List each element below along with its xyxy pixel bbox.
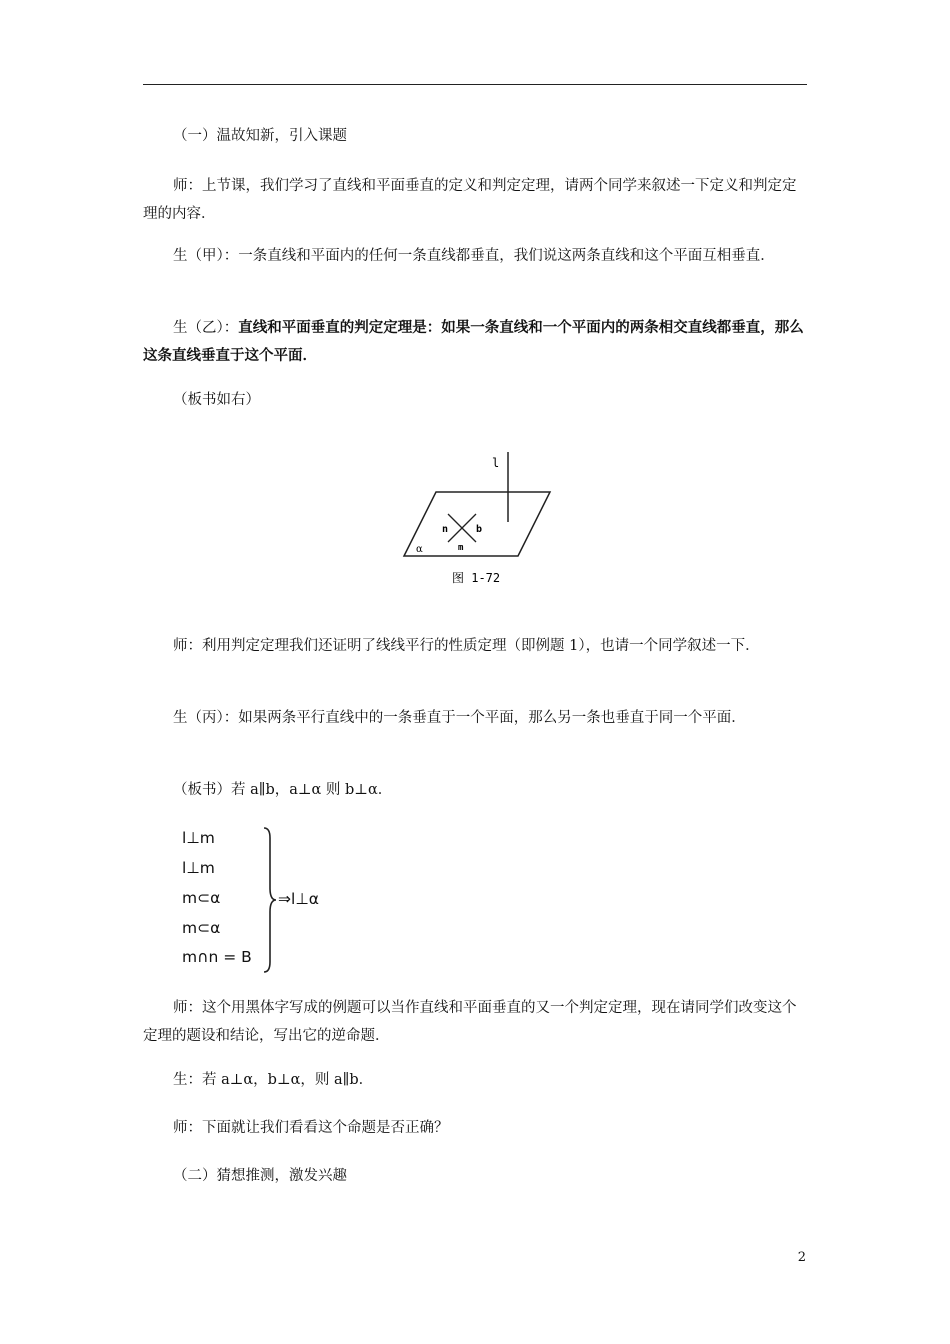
plane-diagram <box>380 440 580 600</box>
page-number: 2 <box>797 1250 806 1265</box>
right-brace <box>262 826 278 974</box>
theorem-statement: 直线和平面垂直的判定定理是：如果一条直线和一个平面内的两条相交直线都垂直，那么这条直线垂直于这个平面． <box>143 319 804 364</box>
teacher-paragraph-2: 师：利用判定定理我们还证明了线线平行的性质定理（即例题 1），也请一个同学叙述一下． <box>173 638 760 654</box>
system-line-5: m∩n = B <box>182 948 252 966</box>
header-rule <box>143 84 807 85</box>
student-c-paragraph: 生（丙）：如果两条平行直线中的一条垂直于一个平面，那么另一条也垂直于同一个平面． <box>173 710 746 726</box>
teacher-paragraph-3: 师：这个用黑体字写成的例题可以当作直线和平面垂直的又一个判定定理，现在请同学们改变这个定理的题设和结论，写出它的逆命题． <box>143 1000 797 1044</box>
student-b-paragraph <box>143 314 807 370</box>
board-note-1: （板书如右） <box>173 392 260 408</box>
figure-1-72 <box>380 440 580 600</box>
system-line-1: l⊥m <box>182 829 215 847</box>
board-note-2: （板书）若 a∥b，a⊥α 则 b⊥α． <box>173 782 393 798</box>
system-line-4: m⊂α <box>182 919 221 937</box>
figure-caption: 图 1-72 <box>452 571 501 585</box>
student-a-paragraph: 生（甲）：一条直线和平面内的任何一条直线都垂直，我们说这两条直线和这个平面互相垂直． <box>173 248 775 264</box>
label-l: l <box>492 456 500 470</box>
system-conclusion: ⇒l⊥α <box>278 890 320 908</box>
system-line-2: l⊥m <box>182 859 215 877</box>
label-alpha: α <box>416 544 423 555</box>
section-heading-2: （二）猜想推测，激发兴趣 <box>173 1168 347 1184</box>
student-b-prefix: 生（乙）： <box>173 320 239 336</box>
section-heading-1: （一）温故知新，引入课题 <box>173 128 347 144</box>
teacher-paragraph-1: 师：上节课，我们学习了直线和平面垂直的定义和判定定理，请两个同学来叙述一下定义和判定定理的内容． <box>143 178 797 222</box>
theorem-system <box>182 826 402 976</box>
teacher-paragraph-4: 师：下面就让我们看看这个命题是否正确？ <box>173 1120 449 1136</box>
system-line-3: m⊂α <box>182 889 221 907</box>
label-m: m <box>458 543 464 553</box>
student-converse: 生：若 a⊥α，b⊥α，则 a∥b． <box>173 1072 374 1088</box>
label-b: b <box>476 524 483 535</box>
label-n: n <box>442 524 449 535</box>
